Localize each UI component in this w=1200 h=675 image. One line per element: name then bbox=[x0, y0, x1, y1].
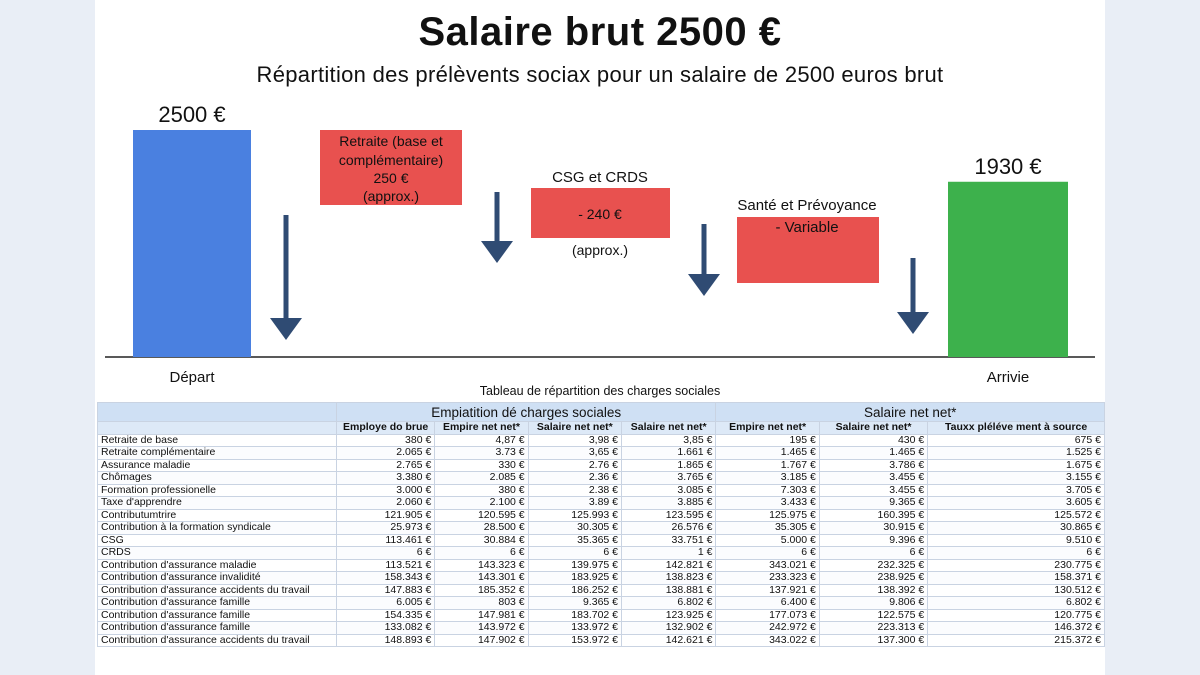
row-label: Assurance maladie bbox=[98, 459, 337, 472]
table-cell: 9.510 € bbox=[928, 534, 1105, 547]
table-cell: 1.465 € bbox=[716, 447, 819, 460]
row-label: Contribution d'assurance invalidité bbox=[98, 572, 337, 585]
table-cell: 123.925 € bbox=[622, 609, 716, 622]
table-cell: 195 € bbox=[716, 434, 819, 447]
table-cell: 142.821 € bbox=[622, 559, 716, 572]
row-label: Contribution d'assurance famille bbox=[98, 609, 337, 622]
bar-retraite-label-1: Retraite (base et bbox=[339, 133, 443, 149]
table-cell: 9.365 € bbox=[528, 597, 621, 610]
table-group-2: Salaire net net* bbox=[716, 403, 1105, 422]
arrow-retraite-head bbox=[270, 318, 302, 340]
table-cell: 2.38 € bbox=[528, 484, 621, 497]
table-row bbox=[98, 534, 1105, 547]
table-cell: 120.595 € bbox=[435, 509, 528, 522]
table-cell: 30.915 € bbox=[819, 522, 927, 535]
table-cell: 233.323 € bbox=[716, 572, 819, 585]
table-cell: 3.765 € bbox=[622, 472, 716, 485]
row-label: Contribution d'assurance famille bbox=[98, 622, 337, 635]
row-label: Contribution d'assurance accidents du travail bbox=[98, 634, 337, 647]
table-cell: 343.022 € bbox=[716, 634, 819, 647]
arrow-csg-shaft bbox=[495, 192, 500, 243]
table-cell: 6.005 € bbox=[336, 597, 434, 610]
table-row bbox=[98, 434, 1105, 447]
table-cell: 803 € bbox=[435, 597, 528, 610]
table-cell: 6.802 € bbox=[928, 597, 1105, 610]
table-cell: 380 € bbox=[336, 434, 434, 447]
table-cell: 158.343 € bbox=[336, 572, 434, 585]
table-cell: 215.372 € bbox=[928, 634, 1105, 647]
table-cell: 3.885 € bbox=[622, 497, 716, 510]
table-cell: 35.365 € bbox=[528, 534, 621, 547]
table-cell: 138.392 € bbox=[819, 584, 927, 597]
table-column-header-6: Salaire net net* bbox=[819, 422, 927, 435]
table-cell: 3.605 € bbox=[928, 497, 1105, 510]
table-cell: 26.576 € bbox=[622, 522, 716, 535]
table-caption: Tableau de répartition des charges sociales bbox=[479, 384, 721, 398]
row-label: Contributumtrire bbox=[98, 509, 337, 522]
table-cell: 154.335 € bbox=[336, 609, 434, 622]
table-cell: 1.525 € bbox=[928, 447, 1105, 460]
table-cell: 3.155 € bbox=[928, 472, 1105, 485]
table-cell: 223.313 € bbox=[819, 622, 927, 635]
bar-csg-label: CSG et CRDS bbox=[552, 169, 648, 186]
table-cell: 3.455 € bbox=[819, 472, 927, 485]
table-row bbox=[98, 447, 1105, 460]
table-cell: 28.500 € bbox=[435, 522, 528, 535]
arrow-retraite-shaft bbox=[284, 215, 289, 320]
table-cell: 330 € bbox=[435, 459, 528, 472]
table-cell: 113.521 € bbox=[336, 559, 434, 572]
table-cell: 6.802 € bbox=[622, 597, 716, 610]
table-cell: 185.352 € bbox=[435, 584, 528, 597]
row-label: Contribution d'assurance famille bbox=[98, 597, 337, 610]
table-row bbox=[98, 609, 1105, 622]
table-row bbox=[98, 509, 1105, 522]
table-cell: 3.89 € bbox=[528, 497, 621, 510]
table-cell: 33.751 € bbox=[622, 534, 716, 547]
table-cell: 9.365 € bbox=[819, 497, 927, 510]
table-row bbox=[98, 459, 1105, 472]
table-cell: 232.325 € bbox=[819, 559, 927, 572]
table-row bbox=[98, 622, 1105, 635]
table-group-header bbox=[98, 403, 1105, 422]
page-subtitle: Répartition des prélèvents sociax pour un salaire de 2500 euros brut bbox=[256, 62, 944, 87]
table-cell: 3.085 € bbox=[622, 484, 716, 497]
table-column-header-1: Employe do brue bbox=[336, 422, 434, 435]
charges-table bbox=[97, 402, 1105, 647]
table-cell: 3,85 € bbox=[622, 434, 716, 447]
bar-retraite-note: (approx.) bbox=[362, 188, 420, 204]
table-cell: 147.981 € bbox=[435, 609, 528, 622]
table-cell: 2.085 € bbox=[435, 472, 528, 485]
table-cell: 3.000 € bbox=[336, 484, 434, 497]
row-label: Contribution d'assurance accidents du travail bbox=[98, 584, 337, 597]
table-cell: 1.865 € bbox=[622, 459, 716, 472]
table-cell: 30.305 € bbox=[528, 522, 621, 535]
bar-retraite-amount: 250 € bbox=[373, 170, 409, 186]
table-cell: 132.902 € bbox=[622, 622, 716, 635]
table-cell: 125.572 € bbox=[928, 509, 1105, 522]
table-cell: 1.661 € bbox=[622, 447, 716, 460]
table-cell: 125.975 € bbox=[716, 509, 819, 522]
table-cell: 238.925 € bbox=[819, 572, 927, 585]
table-cell: 9.396 € bbox=[819, 534, 927, 547]
table-cell: 160.395 € bbox=[819, 509, 927, 522]
value-label-arrivie: 1930 € bbox=[974, 153, 1042, 179]
table-cell: 158.371 € bbox=[928, 572, 1105, 585]
slide-card bbox=[95, 0, 1105, 675]
table-cell: 183.702 € bbox=[528, 609, 621, 622]
table-cell: 143.972 € bbox=[435, 622, 528, 635]
table-cell: 2.36 € bbox=[528, 472, 621, 485]
table-column-header-3: Salaire net net* bbox=[528, 422, 621, 435]
table-cell: 2.765 € bbox=[336, 459, 434, 472]
table-cell: 148.893 € bbox=[336, 634, 434, 647]
table-cell: 146.372 € bbox=[928, 622, 1105, 635]
waterfall-chart bbox=[95, 0, 1105, 400]
table-cell: 675 € bbox=[928, 434, 1105, 447]
x-label-depart: Départ bbox=[169, 369, 215, 386]
table-cell: 133.972 € bbox=[528, 622, 621, 635]
table-column-header-4: Salaire net net* bbox=[622, 422, 716, 435]
table-cell: 3.185 € bbox=[716, 472, 819, 485]
row-label: Contribution d'assurance maladie bbox=[98, 559, 337, 572]
arrow-final-head bbox=[897, 312, 929, 334]
table-cell: 122.575 € bbox=[819, 609, 927, 622]
table-cell: 3.73 € bbox=[435, 447, 528, 460]
table-row bbox=[98, 522, 1105, 535]
table-cell: 1.465 € bbox=[819, 447, 927, 460]
table-cell: 3.433 € bbox=[716, 497, 819, 510]
table-group-1: Empiatition dé charges sociales bbox=[336, 403, 716, 422]
table-cell: 143.301 € bbox=[435, 572, 528, 585]
table-cell: 186.252 € bbox=[528, 584, 621, 597]
arrow-sante-head bbox=[688, 274, 720, 296]
table-cell: 3.705 € bbox=[928, 484, 1105, 497]
table-cell: 6 € bbox=[528, 547, 621, 560]
table-column-header-7: Tauxx pléléve ment à source bbox=[928, 422, 1105, 435]
table-cell: 6 € bbox=[716, 547, 819, 560]
table-cell: 2.100 € bbox=[435, 497, 528, 510]
table-cell: 30.865 € bbox=[928, 522, 1105, 535]
table-row bbox=[98, 559, 1105, 572]
table-cell: 142.621 € bbox=[622, 634, 716, 647]
table-cell: 242.972 € bbox=[716, 622, 819, 635]
x-label-arrivie: Arrivie bbox=[986, 369, 1030, 386]
row-label: Retraite de base bbox=[98, 434, 337, 447]
row-label: Formation professionelle bbox=[98, 484, 337, 497]
table-cell: 1 € bbox=[622, 547, 716, 560]
value-label-depart: 2500 € bbox=[158, 102, 226, 127]
table-cell: 121.905 € bbox=[336, 509, 434, 522]
table-cell: 130.512 € bbox=[928, 584, 1105, 597]
row-label: CRDS bbox=[98, 547, 337, 560]
table-row bbox=[98, 634, 1105, 647]
table-cell: 430 € bbox=[819, 434, 927, 447]
table-cell: 147.883 € bbox=[336, 584, 434, 597]
table-cell: 6 € bbox=[336, 547, 434, 560]
table-cell: 138.881 € bbox=[622, 584, 716, 597]
table-cell: 137.300 € bbox=[819, 634, 927, 647]
table-column-header-5: Empire net net* bbox=[716, 422, 819, 435]
table-row bbox=[98, 547, 1105, 560]
table-cell: 120.775 € bbox=[928, 609, 1105, 622]
table-row bbox=[98, 484, 1105, 497]
table-row bbox=[98, 572, 1105, 585]
table-cell: 1.767 € bbox=[716, 459, 819, 472]
table-column-header-0 bbox=[98, 422, 337, 435]
table-cell: 3,65 € bbox=[528, 447, 621, 460]
bar-csg-amount: - 240 € bbox=[578, 206, 622, 222]
bar-depart bbox=[133, 130, 251, 357]
table-column-header bbox=[98, 422, 1105, 435]
bar-arrivie bbox=[948, 182, 1068, 357]
table-cell: 3.380 € bbox=[336, 472, 434, 485]
table-cell: 6.400 € bbox=[716, 597, 819, 610]
table-cell: 6 € bbox=[819, 547, 927, 560]
table-cell: 4,87 € bbox=[435, 434, 528, 447]
table-cell: 2.76 € bbox=[528, 459, 621, 472]
table-column-header-2: Empire net net* bbox=[435, 422, 528, 435]
arrow-final-shaft bbox=[911, 258, 916, 314]
row-label: Chômages bbox=[98, 472, 337, 485]
table-cell: 6 € bbox=[928, 547, 1105, 560]
table-cell: 2.060 € bbox=[336, 497, 434, 510]
arrow-sante-shaft bbox=[702, 224, 707, 276]
table-cell: 138.823 € bbox=[622, 572, 716, 585]
bar-retraite-label-2: complémentaire) bbox=[338, 152, 444, 168]
table-cell: 147.902 € bbox=[435, 634, 528, 647]
table-cell: 143.323 € bbox=[435, 559, 528, 572]
table-cell: 1.675 € bbox=[928, 459, 1105, 472]
table-cell: 3.455 € bbox=[819, 484, 927, 497]
table-cell: 3.786 € bbox=[819, 459, 927, 472]
table-group-0 bbox=[98, 403, 337, 422]
table-cell: 3,98 € bbox=[528, 434, 621, 447]
table-cell: 2.065 € bbox=[336, 447, 434, 460]
table-cell: 153.972 € bbox=[528, 634, 621, 647]
row-label: CSG bbox=[98, 534, 337, 547]
row-label: Taxe d'apprendre bbox=[98, 497, 337, 510]
table-cell: 9.806 € bbox=[819, 597, 927, 610]
table-cell: 139.975 € bbox=[528, 559, 621, 572]
table-cell: 35.305 € bbox=[716, 522, 819, 535]
table-cell: 113.461 € bbox=[336, 534, 434, 547]
table-cell: 177.073 € bbox=[716, 609, 819, 622]
row-label: Contribution à la formation syndicale bbox=[98, 522, 337, 535]
arrow-csg-head bbox=[481, 241, 513, 263]
table-cell: 30.884 € bbox=[435, 534, 528, 547]
table-cell: 380 € bbox=[435, 484, 528, 497]
bar-sante-amount: - Variable bbox=[775, 219, 839, 236]
table-cell: 6 € bbox=[435, 547, 528, 560]
table-row bbox=[98, 584, 1105, 597]
bar-sante-label: Santé et Prévoyance bbox=[737, 197, 877, 214]
page-title: Salaire brut 2500 € bbox=[418, 10, 782, 54]
table-cell: 123.595 € bbox=[622, 509, 716, 522]
table-cell: 183.925 € bbox=[528, 572, 621, 585]
table-cell: 5.000 € bbox=[716, 534, 819, 547]
table-row bbox=[98, 597, 1105, 610]
table-cell: 7.303 € bbox=[716, 484, 819, 497]
table-cell: 125.993 € bbox=[528, 509, 621, 522]
bar-csg-note: (approx.) bbox=[571, 242, 629, 258]
table-cell: 343.021 € bbox=[716, 559, 819, 572]
table-cell: 133.082 € bbox=[336, 622, 434, 635]
table-cell: 25.973 € bbox=[336, 522, 434, 535]
table-row bbox=[98, 497, 1105, 510]
table-cell: 137.921 € bbox=[716, 584, 819, 597]
table-cell: 230.775 € bbox=[928, 559, 1105, 572]
row-label: Retraite complémentaire bbox=[98, 447, 337, 460]
table-row bbox=[98, 472, 1105, 485]
